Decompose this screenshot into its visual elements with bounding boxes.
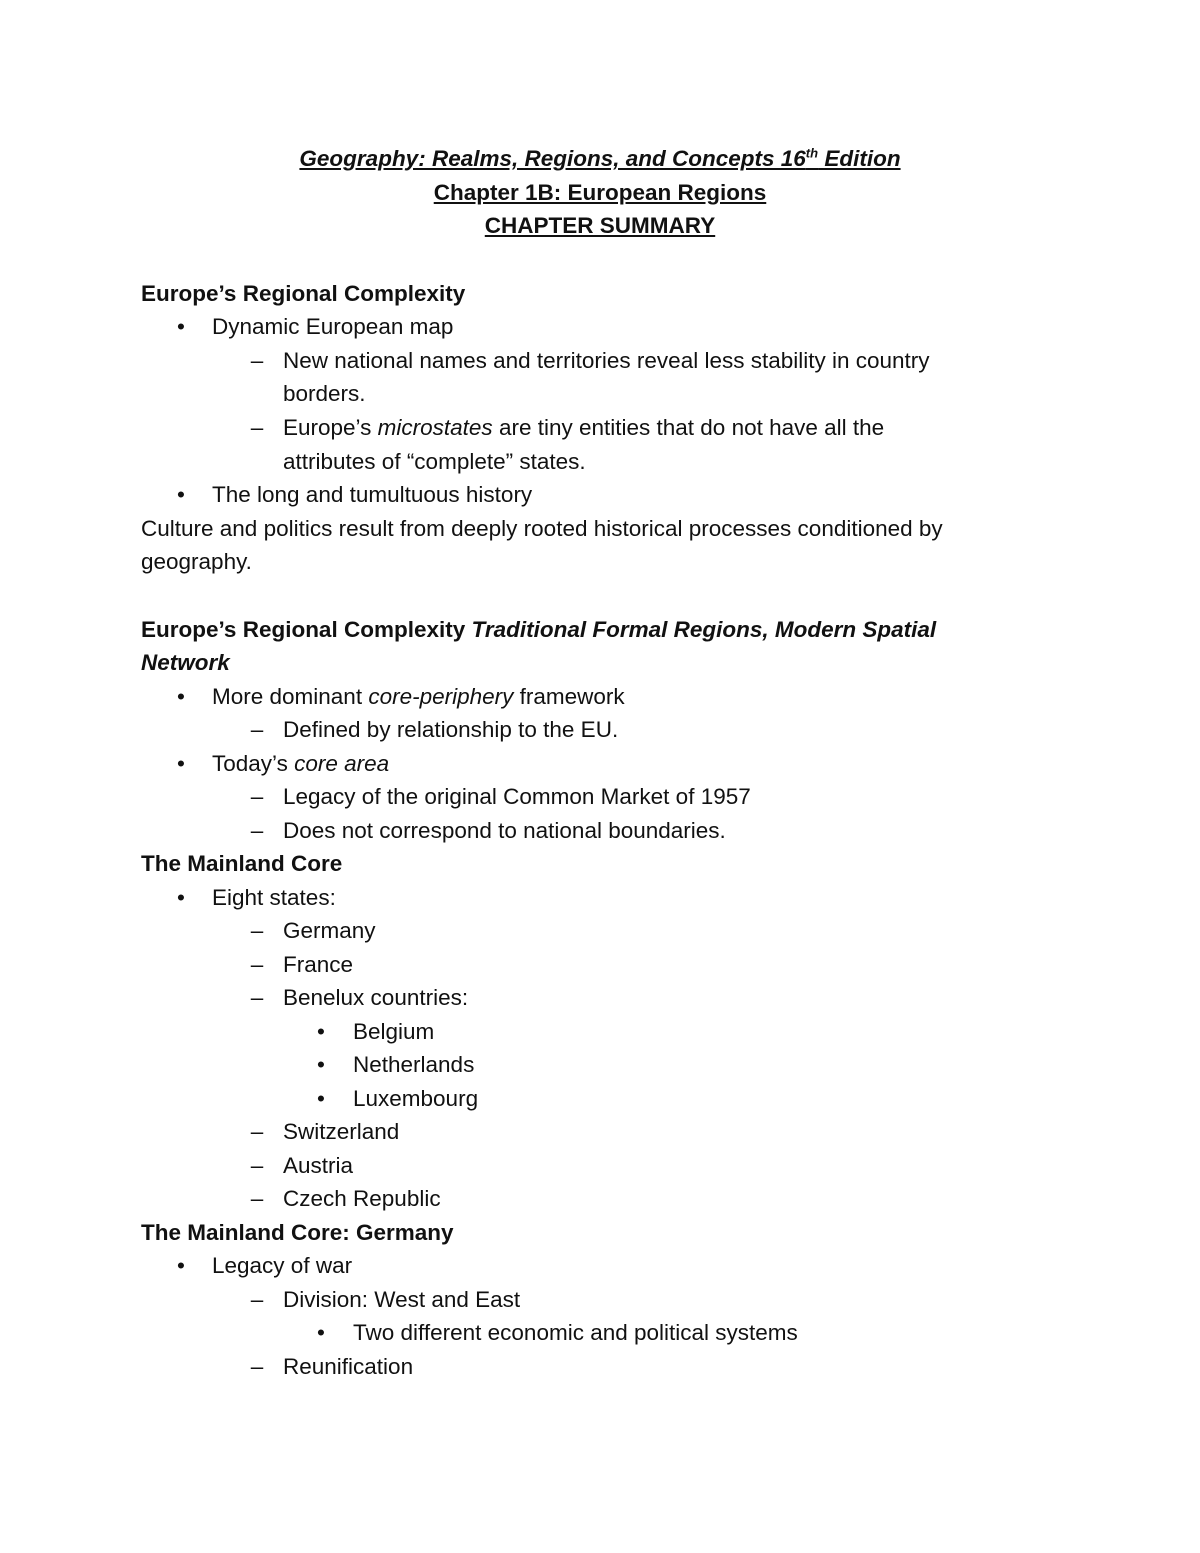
paragraph-line: geography. bbox=[141, 549, 252, 574]
dash-glyph: – bbox=[250, 1153, 264, 1178]
sub-bullet-item: Netherlands bbox=[353, 1052, 475, 1077]
dash-item: Legacy of the original Common Market of 1957 bbox=[283, 784, 751, 809]
dash-glyph: – bbox=[250, 952, 264, 977]
dash-glyph: – bbox=[250, 1287, 264, 1312]
dash-glyph: – bbox=[250, 918, 264, 943]
section-heading: Europe’s Regional Complexity Traditional Formal Regions, Modern Spatial bbox=[141, 617, 937, 642]
sub-bullet-item: Luxembourg bbox=[353, 1086, 479, 1111]
bullet-glyph: • bbox=[177, 1253, 185, 1278]
section-heading: The Mainland Core: Germany bbox=[141, 1220, 454, 1245]
bullet-glyph: • bbox=[177, 314, 185, 339]
bullet-glyph: • bbox=[317, 1019, 325, 1044]
bullet-glyph: • bbox=[317, 1086, 325, 1111]
dash-glyph: – bbox=[250, 415, 264, 440]
dash-glyph: – bbox=[250, 985, 264, 1010]
sub-bullet-item: Two different economic and political systems bbox=[353, 1320, 798, 1345]
section-heading: The Mainland Core bbox=[141, 851, 343, 876]
bullet-item: Dynamic European map bbox=[212, 314, 454, 339]
dash-item: Czech Republic bbox=[283, 1186, 441, 1211]
dash-glyph: – bbox=[250, 1119, 264, 1144]
bullet-item: Eight states: bbox=[212, 885, 336, 910]
bullet-glyph: • bbox=[177, 684, 185, 709]
dash-item: Reunification bbox=[283, 1354, 414, 1379]
dash-item: Defined by relationship to the EU. bbox=[283, 717, 619, 742]
dash-item: Switzerland bbox=[283, 1119, 400, 1144]
paragraph-line: Culture and politics result from deeply rooted historical processes conditioned by bbox=[141, 516, 943, 541]
dash-item: Austria bbox=[283, 1153, 354, 1178]
dash-item: Division: West and East bbox=[283, 1287, 521, 1312]
bullet-item: Today’s core area bbox=[212, 751, 390, 776]
dash-item-continued: attributes of “complete” states. bbox=[283, 449, 586, 474]
dash-item: Europe’s microstates are tiny entities that do not have all the bbox=[283, 415, 885, 440]
bullet-glyph: • bbox=[317, 1320, 325, 1345]
dash-item-continued: borders. bbox=[283, 381, 366, 406]
sub-bullet-item: Belgium bbox=[353, 1019, 435, 1044]
dash-glyph: – bbox=[250, 1186, 264, 1211]
bullet-glyph: • bbox=[177, 751, 185, 776]
dash-glyph: – bbox=[250, 348, 264, 373]
dash-glyph: – bbox=[250, 717, 264, 742]
dash-glyph: – bbox=[250, 784, 264, 809]
section-heading: Europe’s Regional Complexity bbox=[141, 281, 466, 306]
section-heading-continued: Network bbox=[141, 650, 230, 675]
dash-item: France bbox=[283, 952, 354, 977]
dash-glyph: – bbox=[250, 818, 264, 843]
dash-glyph: – bbox=[250, 1354, 264, 1379]
bullet-item: Legacy of war bbox=[212, 1253, 353, 1278]
dash-item: Benelux countries: bbox=[283, 985, 469, 1010]
bullet-glyph: • bbox=[317, 1052, 325, 1077]
dash-item: Does not correspond to national boundaries. bbox=[283, 818, 726, 843]
bullet-glyph: • bbox=[177, 885, 185, 910]
chapter-title: Chapter 1B: European Regions bbox=[433, 180, 767, 205]
chapter-summary-label: CHAPTER SUMMARY bbox=[484, 213, 716, 238]
bullet-glyph: • bbox=[177, 482, 185, 507]
document-title: Geography: Realms, Regions, and Concepts 16th Edition bbox=[299, 145, 901, 171]
bullet-item: More dominant core-periphery framework bbox=[212, 684, 625, 709]
dash-item: Germany bbox=[283, 918, 376, 943]
dash-item: New national names and territories reveal less stability in country bbox=[283, 348, 930, 373]
bullet-item: The long and tumultuous history bbox=[212, 482, 533, 507]
